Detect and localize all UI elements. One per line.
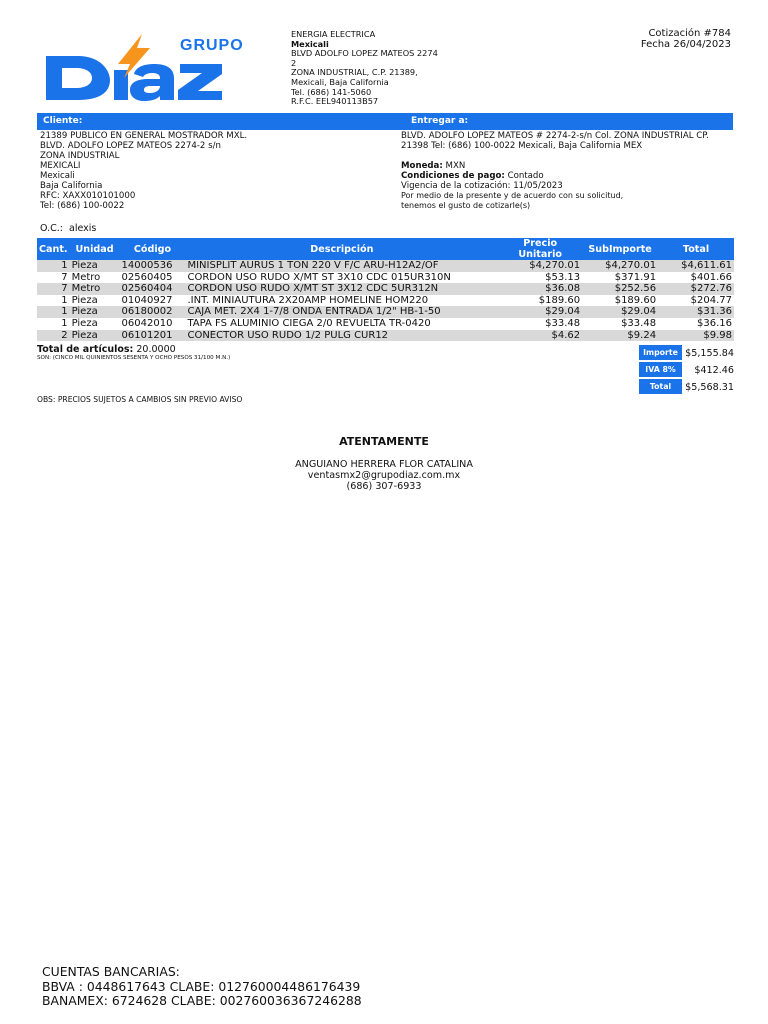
- issuer-info: [291, 30, 481, 107]
- cell-unit: Pieza: [70, 330, 120, 342]
- cell-code: 02560405: [121, 271, 173, 283]
- table-row: [37, 260, 734, 272]
- party-header-bar: [37, 113, 733, 130]
- bank-line: BANAMEX: 6724628 CLABE: 002760036367246288: [42, 993, 362, 1009]
- cell-subtotal: $371.91: [614, 271, 657, 283]
- bank-title: CUENTAS BANCARIAS:: [42, 964, 180, 979]
- purchase-order: [40, 223, 96, 234]
- col-header-unit-price: Precio Unitario: [498, 238, 582, 260]
- salesperson-email: ventasmx2@grupodiaz.com.mx: [307, 470, 461, 481]
- oc-label: O.C.:: [40, 223, 63, 234]
- cell-total: $31.36: [658, 306, 734, 318]
- ship-info: [401, 131, 741, 210]
- cell-subtotal: $9.24: [582, 330, 658, 342]
- cell-qty: 2: [37, 330, 70, 342]
- client-line: 21389 PUBLICO EN GENERAL MOSTRADOR MXL.: [40, 131, 248, 141]
- importe-label: Importe: [639, 345, 682, 360]
- iva-value: $412.46: [694, 365, 734, 376]
- cell-unit: Pieza: [70, 306, 120, 318]
- table-row: [37, 283, 734, 295]
- cell-code: 06101201: [120, 330, 186, 342]
- ship-line: BLVD. ADOLFO LOPEZ MATEOS # 2274-2-s/n Col. ZONA INDUSTRIAL CP.: [401, 131, 709, 141]
- cell-description: CORDON USO RUDO X/MT ST 3X12 CDC 5UR312N: [185, 283, 498, 295]
- salesperson-name: ANGUIANO HERRERA FLOR CATALINA: [295, 459, 473, 470]
- cell-total: $272.76: [658, 283, 734, 295]
- logo-graphic: [44, 34, 268, 104]
- cell-subtotal: $33.48: [621, 317, 657, 329]
- intro-note: tenemos el gusto de cotizarle(s): [401, 200, 531, 210]
- bank-line: BBVA : 0448617643 CLABE: 012760004486176439: [42, 978, 361, 994]
- closing-text: ATENTAMENTE: [339, 435, 429, 448]
- cell-unit-price: $36.08: [498, 283, 582, 295]
- cell-description: .INT. MINIAUTURA 2X20AMP HOMELINE HOM220: [187, 294, 429, 306]
- total-label: Total: [639, 379, 682, 394]
- cell-unit-price: $33.48: [545, 317, 581, 329]
- col-header-qty: Cant.: [37, 238, 70, 260]
- iva-label: IVA 8%: [639, 362, 682, 377]
- issuer-line: ENERGIA ELECTRICA: [291, 29, 376, 39]
- total-value: $5,568.31: [685, 382, 734, 393]
- cell-qty: 7: [61, 271, 68, 283]
- total-items-value: 20.0000: [136, 344, 176, 355]
- col-header-subtotal: SubImporte: [582, 238, 658, 260]
- client-header: Cliente:: [43, 116, 83, 126]
- cell-unit: Pieza: [70, 260, 120, 272]
- client-info: [40, 131, 380, 211]
- cell-code: 14000536: [120, 260, 186, 272]
- ship-line: 21398 Tel: (686) 100-0022 Mexicali, Baja California MEX: [401, 141, 643, 151]
- cell-unit: Metro: [70, 283, 120, 295]
- issuer-phone: Tel. (686) 141-5060: [291, 86, 372, 97]
- issuer-line: BLVD ADOLFO LOPEZ MATEOS 2274: [291, 48, 438, 59]
- table-row: [37, 272, 734, 284]
- cell-qty: 1: [61, 294, 68, 306]
- cell-total: $9.98: [658, 330, 734, 342]
- currency-label: Moneda:: [401, 161, 443, 171]
- currency-value: MXN: [445, 161, 466, 171]
- total-items-label: Total de artículos:: [37, 344, 134, 355]
- table-row: [37, 306, 734, 318]
- cell-qty: 1: [61, 317, 68, 329]
- intro-note: Por medio de la presente y de acuerdo con su solicitud,: [401, 191, 624, 200]
- quote-number: Cotización #784: [648, 28, 731, 39]
- cell-subtotal: $4,270.01: [582, 260, 658, 272]
- cell-description: CAJA MET. 2X4 1-7/8 ONDA ENTRADA 1/2" HB-1-50: [185, 306, 498, 318]
- signature-block: [0, 459, 768, 492]
- col-header-description: Descripción: [185, 238, 498, 260]
- client-line: MEXICALI: [40, 161, 81, 171]
- client-line: Baja California: [40, 181, 103, 191]
- issuer-line: 2: [291, 57, 297, 68]
- cell-description: TAPA FS ALUMINIO CIEGA 2/0 REVUELTA TR-0420: [187, 317, 431, 329]
- bank-accounts: [42, 965, 362, 1009]
- cell-description: CORDON USO RUDO X/MT ST 3X10 CDC 015UR310N: [187, 271, 451, 283]
- importe-value: $5,155.84: [685, 348, 734, 359]
- cell-subtotal: $252.56: [582, 283, 658, 295]
- total-items: [37, 344, 176, 355]
- cell-code: 01040927: [121, 294, 173, 306]
- validity-text: Vigencia de la cotización: 11/05/2023: [401, 181, 563, 191]
- ship-header: Entregar a:: [411, 116, 469, 126]
- cell-total: $204.77: [690, 294, 732, 306]
- cell-unit-price: $4.62: [498, 330, 582, 342]
- col-header-code: Código: [120, 238, 186, 260]
- cell-description: CONECTOR USO RUDO 1/2 PULG CUR12: [185, 330, 498, 342]
- table-header-row: [37, 238, 734, 260]
- cell-subtotal: $189.60: [614, 294, 657, 306]
- cell-unit: Metro: [71, 271, 101, 283]
- amount-in-words: SON: (CINCO MIL QUINIENTOS SESENTA Y OCHO PESOS 31/100 M.N.): [37, 355, 231, 361]
- quote-meta: [641, 28, 731, 50]
- cell-total: $4,611.61: [658, 260, 734, 272]
- cell-qty: 7: [37, 283, 70, 295]
- table-row: [37, 330, 734, 342]
- salesperson-phone: (686) 307-6933: [346, 481, 422, 492]
- cell-unit-price: $4,270.01: [498, 260, 582, 272]
- cell-total: $36.16: [697, 317, 732, 329]
- cell-qty: 1: [37, 306, 70, 318]
- client-phone: Tel: (686) 100-0022: [40, 201, 125, 211]
- oc-value: alexis: [69, 223, 97, 234]
- svg-text:GRUPO: GRUPO: [180, 37, 244, 54]
- cell-unit-price: $29.04: [498, 306, 582, 318]
- cell-code: 06180002: [120, 306, 186, 318]
- client-line: BLVD. ADOLFO LOPEZ MATEOS 2274-2 s/n: [40, 141, 221, 151]
- table-row: [37, 295, 734, 307]
- cell-code: 02560404: [120, 283, 186, 295]
- issuer-line: ZONA INDUSTRIAL, C.P. 21389,: [291, 67, 418, 78]
- table-row: [37, 318, 734, 330]
- payment-label: Condiciones de pago:: [401, 171, 505, 181]
- col-header-total: Total: [658, 238, 734, 260]
- client-line: Mexicali: [40, 171, 75, 181]
- company-logo: [44, 34, 268, 104]
- cell-unit: Pieza: [71, 294, 98, 306]
- payment-row: [401, 171, 741, 181]
- cell-unit-price: $53.13: [545, 271, 581, 283]
- quote-date: Fecha 26/04/2023: [640, 39, 731, 50]
- cell-description: MINISPLIT AURUS 1 TON 220 V F/C ARU-H12A2/OF: [185, 260, 498, 272]
- cell-subtotal: $29.04: [582, 306, 658, 318]
- issuer-rfc: R.F.C. EEL940113B57: [291, 96, 379, 107]
- client-line: ZONA INDUSTRIAL: [40, 151, 120, 161]
- cell-total: $401.66: [690, 271, 732, 283]
- cell-unit-price: $189.60: [538, 294, 581, 306]
- items-body: [37, 260, 734, 341]
- cell-code: 06042010: [121, 317, 173, 329]
- totals-box: [639, 345, 734, 395]
- currency-row: [401, 161, 741, 171]
- payment-value: Contado: [507, 171, 544, 181]
- cell-unit: Pieza: [71, 317, 98, 329]
- client-rfc: RFC: XAXX010101000: [40, 191, 136, 201]
- items-table: [37, 238, 734, 341]
- issuer-city: Mexicali: [291, 38, 329, 49]
- issuer-line: Mexicali, Baja California: [291, 76, 389, 87]
- col-header-unit: Unidad: [70, 238, 120, 260]
- observations: OBS: PRECIOS SUJETOS A CAMBIOS SIN PREVIO AVISO: [37, 395, 243, 404]
- cell-qty: 1: [37, 260, 70, 272]
